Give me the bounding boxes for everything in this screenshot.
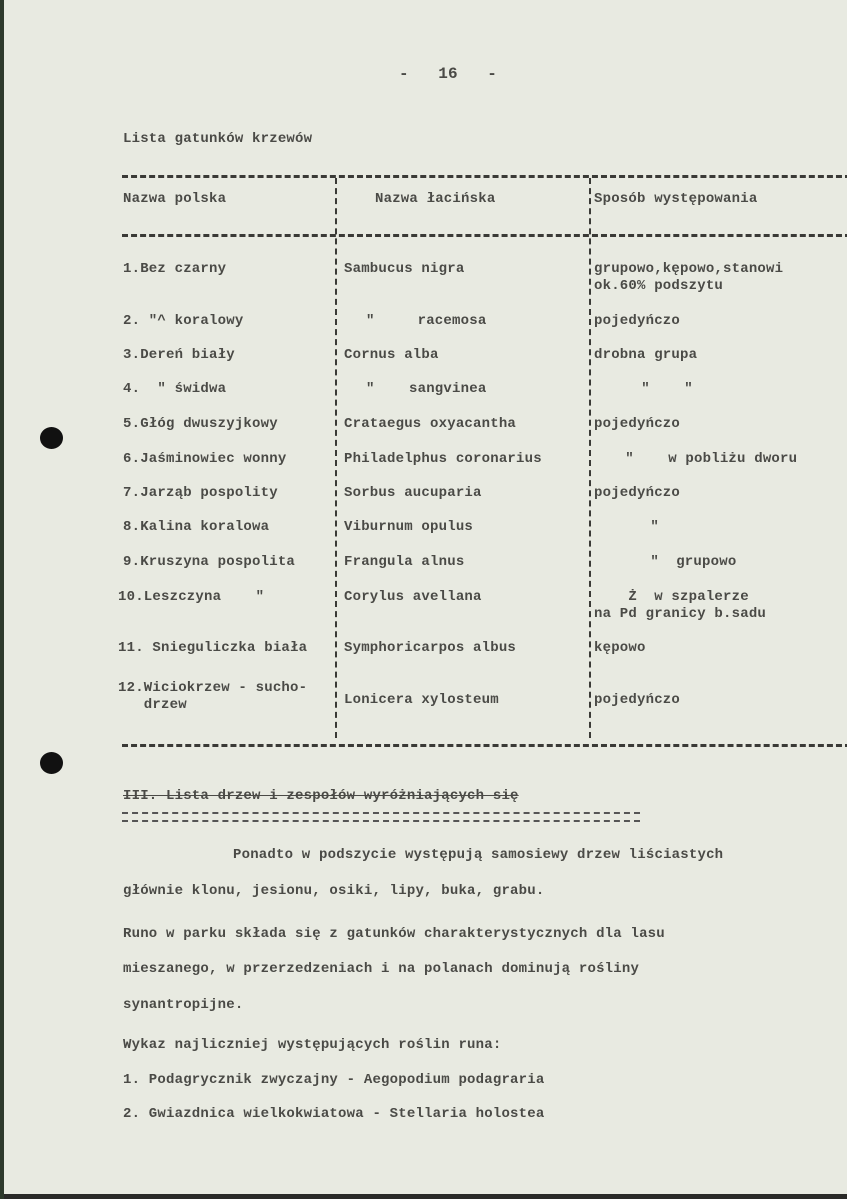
scan-edge: [4, 1194, 847, 1199]
cell-occurrence: " grupowo: [616, 554, 737, 570]
cell-polish: 4. " świdwa: [123, 381, 227, 397]
paragraph-line: Ponadto w podszycie występują samosiewy drzew liściastych: [233, 847, 724, 863]
table-bottom-rule: [122, 744, 847, 747]
cell-occurrence: pojedyńczo: [594, 313, 681, 329]
cell-occurrence: kępowo: [594, 640, 646, 656]
column-divider: [589, 178, 591, 738]
cell-polish: 12.Wiciokrzew - sucho- drzew: [118, 680, 308, 713]
cell-polish: 1.Bez czarny: [123, 261, 227, 277]
cell-latin: Cornus alba: [344, 347, 439, 363]
cell-polish: 5.Głóg dwuszyjkowy: [123, 416, 278, 432]
cell-occurrence: drobna grupa: [594, 347, 698, 363]
paragraph-line: Runo w parku składa się z gatunków charakterystycznych dla lasu: [123, 926, 665, 942]
cell-latin: Symphoricarpos albus: [344, 640, 517, 656]
punch-hole: [40, 427, 63, 449]
cell-occurrence: " w pobliżu dworu: [608, 451, 798, 467]
paragraph-line: mieszanego, w przerzedzeniach i na polanach dominują rośliny: [123, 961, 640, 977]
cell-polish: 3.Dereń biały: [123, 347, 235, 363]
cell-latin: Sorbus aucuparia: [344, 485, 482, 501]
page-number: - 16 -: [399, 65, 498, 83]
paragraph-line: Wykaz najliczniej występujących roślin runa:: [123, 1037, 502, 1053]
punch-hole: [40, 752, 63, 774]
cell-latin: Lonicera xylosteum: [344, 692, 499, 708]
cell-occurrence: ": [616, 519, 660, 535]
cell-polish: 6.Jaśminowiec wonny: [123, 451, 287, 467]
cell-latin: Crataegus oxyacantha: [344, 416, 517, 432]
column-header-latin: Nazwa łacińska: [375, 191, 496, 207]
cell-occurrence: pojedyńczo: [594, 416, 681, 432]
cell-occurrence: Ż w szpalerze na Pd granicy b.sadu: [594, 589, 767, 622]
cell-occurrence: pojedyńczo: [594, 485, 681, 501]
cell-polish: 8.Kalina koralowa: [123, 519, 270, 535]
column-divider: [335, 178, 337, 738]
cell-polish: 2. "^ koralowy: [123, 313, 244, 329]
table-top-rule: [122, 175, 847, 178]
cell-polish: 7.Jarząb pospolity: [123, 485, 278, 501]
paragraph-line: synantropijne.: [123, 997, 244, 1013]
double-underline: [122, 812, 640, 822]
cell-latin: " sangvinea: [366, 381, 487, 397]
cell-latin: Sambucus nigra: [344, 261, 465, 277]
section-title: Lista gatunków krzewów: [123, 131, 313, 147]
cell-occurrence: pojedyńczo: [594, 692, 681, 708]
paragraph-line: głównie klonu, jesionu, osiki, lipy, buka, grabu.: [123, 883, 545, 899]
list-item: 2. Gwiazdnica wielkokwiatowa - Stellaria holostea: [123, 1106, 545, 1122]
cell-polish: 11. Snieguliczka biała: [118, 640, 308, 656]
column-header-polish: Nazwa polska: [123, 191, 227, 207]
struck-heading: III. Lista drzew i zespołów wyróżniających się: [123, 788, 519, 804]
cell-polish: 9.Kruszyna pospolita: [123, 554, 296, 570]
cell-latin: " racemosa: [366, 313, 487, 329]
cell-latin: Viburnum opulus: [344, 519, 474, 535]
table-header-rule: [122, 234, 847, 237]
list-item: 1. Podagrycznik zwyczajny - Aegopodium podagraria: [123, 1072, 545, 1088]
cell-occurrence: " ": [624, 381, 693, 397]
cell-latin: Frangula alnus: [344, 554, 465, 570]
cell-occurrence: grupowo,kępowo,stanowi ok.60% podszytu: [594, 261, 784, 294]
cell-latin: Philadelphus coronarius: [344, 451, 542, 467]
cell-latin: Corylus avellana: [344, 589, 482, 605]
column-header-occurrence: Sposób występowania: [594, 191, 758, 207]
cell-polish: 10.Leszczyna ": [118, 589, 265, 605]
